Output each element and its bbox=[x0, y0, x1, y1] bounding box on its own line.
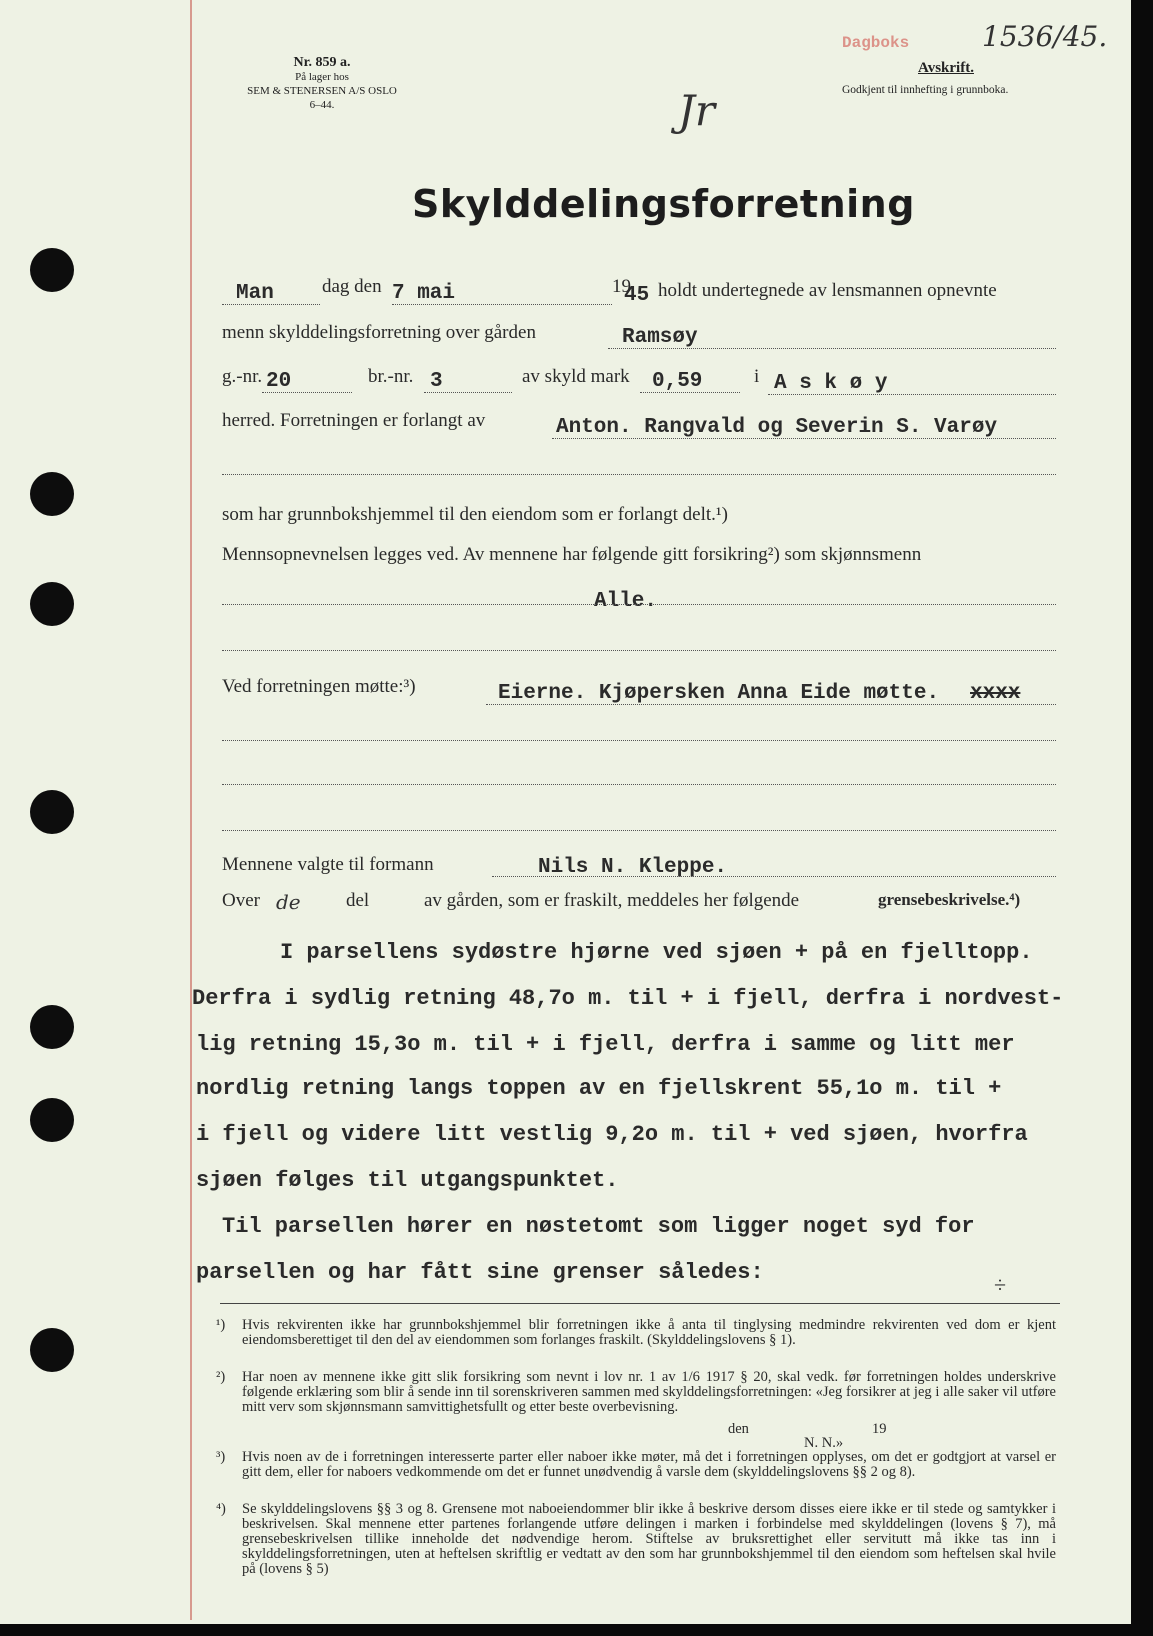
publisher-line2: SEM & STENERSEN A/S OSLO bbox=[247, 85, 397, 97]
punch-hole bbox=[30, 582, 74, 626]
body-line: Derfra i sydlig retning 48,7o m. til + i fjell, derfra i nordvest- bbox=[192, 986, 1064, 1011]
body-line: lig retning 15,3o m. til + i fjell, derfra i samme og litt mer bbox=[196, 1032, 1015, 1057]
del-label: del bbox=[346, 890, 370, 911]
continuation-mark: ÷ bbox=[994, 1272, 1007, 1297]
insurers-value: Alle. bbox=[594, 590, 658, 613]
body-line: Til parsellen hører en nøstetomt som ligger noget syd for bbox=[222, 1214, 975, 1239]
footnote-1 bbox=[216, 1318, 1056, 1370]
footnote-4 bbox=[216, 1502, 1056, 1592]
day-label: dag den bbox=[322, 276, 382, 297]
body-line: I parsellens sydøstre hjørne ved sjøen + på en fjelltopp. bbox=[280, 940, 1033, 965]
punch-hole bbox=[30, 248, 74, 292]
dotted-line bbox=[222, 304, 320, 305]
dagbok-stamp: Dagboks bbox=[842, 34, 910, 52]
dotted-line bbox=[608, 348, 1056, 349]
motte-label: Ved forretningen møtte:³) bbox=[222, 676, 416, 697]
herred-text: herred. Forretningen er forlangt av bbox=[222, 410, 486, 431]
case-number: 1536/45. bbox=[982, 20, 1108, 53]
footnote-year-label: 19 bbox=[872, 1421, 887, 1437]
municipality-value: A s k ø y bbox=[774, 372, 888, 395]
mennsop-text: Mennsopnevnelsen legges ved. Av mennene har følgende gitt forsikring²) som skjønnsmenn bbox=[222, 544, 922, 565]
gard-text: av gården, som er fraskilt, meddeles her følgende bbox=[424, 890, 800, 911]
over-label: Over bbox=[222, 890, 260, 911]
dotted-line bbox=[222, 604, 1056, 605]
dotted-line bbox=[424, 392, 512, 393]
formann-value: Nils N. Kleppe. bbox=[538, 856, 728, 879]
footnote-den-label: den bbox=[728, 1421, 749, 1437]
footnote-2 bbox=[216, 1370, 1056, 1450]
dotted-line bbox=[222, 474, 1056, 475]
footnote-signature: N. N.» bbox=[804, 1435, 844, 1451]
weekday-value: Man bbox=[236, 282, 274, 305]
dotted-line bbox=[262, 392, 352, 393]
print-date: 6–44. bbox=[309, 99, 335, 111]
punch-hole bbox=[30, 1328, 74, 1372]
dotted-line bbox=[768, 394, 1056, 395]
body-line: parsellen og har fått sine grenser således: bbox=[196, 1260, 764, 1285]
bnr-value: 3 bbox=[430, 370, 443, 393]
approval-note: Godkjent til innhefting i grunnboka. bbox=[842, 84, 1009, 96]
dotted-line bbox=[222, 740, 1056, 741]
date-value: 7 mai bbox=[392, 282, 456, 305]
scan-border-right bbox=[1131, 0, 1153, 1636]
hjemmel-text: som har grunnbokshjemmel til den eiendom som er forlangt delt.¹) bbox=[222, 504, 728, 525]
over-value: de bbox=[276, 890, 301, 914]
gnr-label: g.-nr. bbox=[222, 366, 263, 387]
copy-label: Avskrift. bbox=[918, 60, 974, 76]
grense-label: grensebeskrivelse.⁴) bbox=[878, 890, 1021, 909]
margin-rule bbox=[190, 0, 192, 1620]
punch-hole bbox=[30, 1005, 74, 1049]
body-line: i fjell og videre litt vestlig 9,2o m. til + ved sjøen, hvorfra bbox=[196, 1122, 1028, 1147]
dotted-line bbox=[486, 704, 1056, 705]
form-number: Nr. 859 a. bbox=[293, 55, 351, 70]
footnote-text: Se skylddelingslovens §§ 3 og 8. Grensene mot naboeiendommer blir ikke å beskrive dersom disses eiere ikke er til stede og samtykker i beskrivelsen. Skal mennene etter partenes forlangende utføre delingen i marken i forbindelse med skylddelingen (lovens § 7), må grensebeskrivelsen tillike inneholde det nødvendige herom. Stiftelse av bruksrettighet eller servitutt må ikke tas inn i skylddelingsforretningen, uten at heftelsen skriftlig er vedtatt av den som har grunnbokshjemmel til den eiendom som heftelsen skal hvile på (lovens § 5) bbox=[242, 1501, 1056, 1577]
footnote-number: ⁴) bbox=[216, 1501, 226, 1517]
motte-struck-text: xxxx bbox=[970, 682, 1021, 705]
year-prefix: 19 bbox=[612, 276, 631, 297]
year-value: 45 bbox=[624, 284, 650, 307]
footnote-number: ²) bbox=[216, 1369, 226, 1385]
punch-hole bbox=[30, 472, 74, 516]
dotted-line bbox=[552, 438, 1056, 439]
dotted-line bbox=[392, 304, 612, 305]
dotted-line bbox=[222, 650, 1056, 651]
farm-value: Ramsøy bbox=[622, 326, 698, 349]
gnr-value: 20 bbox=[266, 370, 292, 393]
footnote-divider bbox=[220, 1303, 1060, 1304]
punch-hole bbox=[30, 790, 74, 834]
dotted-line bbox=[222, 830, 1056, 831]
publisher-block bbox=[232, 56, 412, 112]
dotted-line bbox=[640, 392, 740, 393]
formann-label: Mennene valgte til formann bbox=[222, 854, 434, 875]
skyld-label: av skyld mark bbox=[522, 366, 630, 387]
dotted-line bbox=[222, 784, 1056, 785]
motte-value: Eierne. Kjøpersken Anna Eide møtte. bbox=[498, 682, 940, 705]
publisher-line1: På lager hos bbox=[295, 71, 349, 83]
bnr-label: br.-nr. bbox=[368, 366, 414, 387]
skyld-value: 0,59 bbox=[652, 370, 703, 393]
scan-border-bottom bbox=[0, 1624, 1153, 1636]
punch-hole bbox=[30, 1098, 74, 1142]
i-label: i bbox=[754, 366, 760, 387]
footnote-text: Hvis rekvirenten ikke har grunnbokshjemmel blir forretningen ikke å anta til tinglysing medmindre rekvirenten ved dom er kjent eiendomsberettiget til den del av eiendommen som forlanges fraskilt. (Skylddelingslovens § 1). bbox=[242, 1317, 1056, 1348]
dotted-line bbox=[492, 876, 1056, 877]
footnote-number: ¹) bbox=[216, 1317, 226, 1333]
footnote-text: Hvis noen av de i forretningen interesserte parter eller naboer ikke møter, må det i forretningen opplyses, om det er godtgjort at varsel er gitt dem, eller for naboers vedkommende om det er funnet unødvendig å varsle dem (skylddelingslovens §§ 2 og 8). bbox=[242, 1449, 1056, 1480]
handwritten-initials: Jr bbox=[678, 86, 715, 135]
held-text: holdt undertegnede av lensmannen opnevnte bbox=[658, 280, 997, 301]
body-line: sjøen følges til utgangspunktet. bbox=[196, 1168, 619, 1193]
footnote-number: ³) bbox=[216, 1449, 226, 1465]
menn-text: menn skylddelingsforretning over gården bbox=[222, 322, 536, 343]
body-line: nordlig retning langs toppen av en fjellskrent 55,1o m. til + bbox=[196, 1076, 1002, 1101]
footnote-text: Har noen av mennene ikke gitt slik forsikring som nevnt i lov nr. 1 av 1/6 1917 § 20, skal vedk. før forretningen holdes underskrive følgende erklæring som blir å sende inn til sorenskriveren sammen med skylddelingsforretningen: «Jeg forsikrer at jeg i alle saker vil utføre mitt verv som skjønnsmann samvittighetsfullt og etter beste overbevisning. bbox=[242, 1369, 1056, 1415]
requested-by-value: Anton. Rangvald og Severin S. Varøy bbox=[556, 416, 998, 439]
page-title: Skylddelingsforretning bbox=[412, 182, 915, 226]
footnote-3 bbox=[216, 1450, 1056, 1502]
